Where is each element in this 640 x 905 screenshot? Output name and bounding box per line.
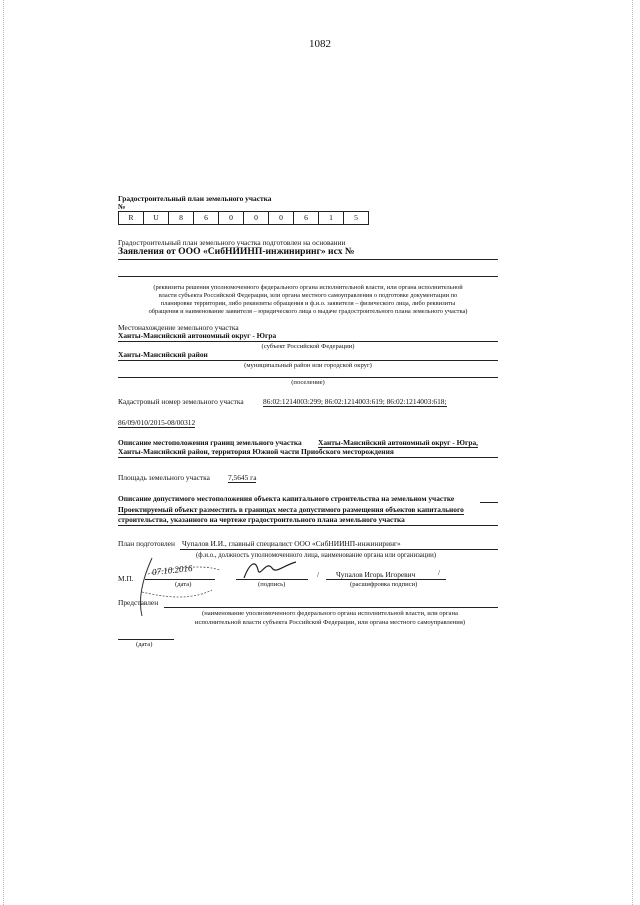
presented-caption-1: (наименование уполномоченного федерального органа исполнительной власти, или органа	[202, 610, 458, 617]
slash-separator: /	[317, 570, 320, 579]
handwritten-date: 07.10.2016	[151, 562, 193, 578]
date-caption: (дата)	[175, 581, 192, 588]
document-title: Градостроительный план земельного участка	[118, 194, 272, 203]
decoded-name: Чупалов Игорь Игоревич	[336, 570, 416, 579]
scan-edge-right	[632, 0, 633, 905]
basis-value: Заявления от ООО «СибНИИНП-инжиниринг» исх №	[118, 246, 355, 257]
scan-edge-left	[3, 0, 4, 905]
presented-caption-2: исполнительной власти субъекта Российской Федерации, или органа местного самоуправления)	[194, 619, 466, 626]
basis-underline-2	[118, 276, 498, 277]
boundaries-value-1: Ханты-Мансийский автономный округ - Югра,	[318, 438, 478, 447]
area-label: Площадь земельного участка	[118, 473, 210, 482]
location-district: Ханты-Мансийский район	[118, 350, 208, 359]
mp-label: М.П.	[118, 574, 134, 583]
plan-number-cell: 0	[244, 212, 269, 224]
location-label: Местонахождение земельного участка	[118, 323, 239, 332]
permitted-label: Описание допустимого местоположения объекта капитального строительства на земельном участке	[118, 494, 455, 503]
slash-separator: /	[438, 568, 441, 577]
presented-label: Представлен	[118, 598, 159, 607]
plan-number-cell: R	[119, 212, 144, 224]
basis-note-4: обращения и наименование заявителя – юридического лица о выдаче градостроительного плана земельного участка)	[148, 308, 468, 315]
plan-number-sign: №	[118, 202, 126, 211]
presented-underline	[164, 607, 498, 608]
plan-number-cell: 6	[294, 212, 319, 224]
plan-number-cell: 0	[219, 212, 244, 224]
permitted-value-2: строительства, указанного на чертеже градостроительного плана земельного участка	[118, 515, 405, 524]
boundaries-underline	[118, 457, 498, 458]
basis-note-2: власти субъекта Российской Федерации, или органа местного самоуправления о подготовке документации по	[158, 292, 458, 299]
basis-label: Градостроительный план земельного участка подготовлен на основании	[118, 238, 346, 247]
plan-number-cell: U	[144, 212, 169, 224]
signature-caption: (подпись)	[258, 581, 286, 588]
presented-date-caption: (дата)	[136, 641, 153, 648]
subject-caption: (субъект Российской Федерации)	[261, 343, 355, 350]
location-subject: Ханты-Мансийский автономный округ - Югра	[118, 331, 277, 340]
permitted-value-1: Проектируемый объект разместить в границах места допустимого размещения объектов капитального	[118, 505, 464, 514]
boundaries-label: Описание местоположения границ земельного участка	[118, 438, 302, 447]
boundaries-value-2: Ханты-Мансийский район, территория Южной части Приобского месторождения	[118, 447, 394, 456]
area-value: 7,5645 га	[228, 473, 257, 482]
cadastral-label: Кадастровый номер земельного участка	[118, 397, 244, 406]
page-number: 1082	[309, 38, 331, 50]
plan-number-cell: 8	[169, 212, 194, 224]
permitted-tail-line	[480, 502, 498, 503]
basis-note-3: планировке территории, либо реквизиты обращения и ф.и.о. заявителя – физического лица, либо реквизиты	[160, 300, 456, 307]
basis-underline	[118, 259, 498, 260]
prepared-label: План подготовлен	[118, 539, 175, 548]
prepared-caption: (ф.и.о., должность уполномоченного лица, наименование органа или организации)	[196, 552, 436, 559]
decoded-caption: (расшифровка подписи)	[350, 581, 418, 588]
basis-note-1: (реквизиты решения уполномоченного федерального органа исполнительной власти, или органа исполнительной	[153, 284, 463, 291]
plan-number-cell: 5	[354, 213, 358, 222]
plan-number-cell: 1	[319, 212, 344, 224]
plan-number-cells	[118, 211, 369, 225]
cadastral-value: 86:02:1214003:299; 86:02:1214003:619; 86:02:1214003:618;	[263, 397, 447, 406]
district-caption: (муниципальный район или городской округ)	[244, 362, 372, 369]
cadastral-extra: 86/09/010/2015-08/00312	[118, 418, 196, 427]
prepared-value: Чупалов И.И., главный специалист ООО «СибНИИНП-инжиниринг»	[182, 539, 401, 548]
settlement-caption: (поселение)	[291, 379, 325, 386]
permitted-underline	[118, 525, 498, 526]
plan-number-cell: 0	[269, 212, 294, 224]
plan-number-cell: 6	[194, 212, 219, 224]
